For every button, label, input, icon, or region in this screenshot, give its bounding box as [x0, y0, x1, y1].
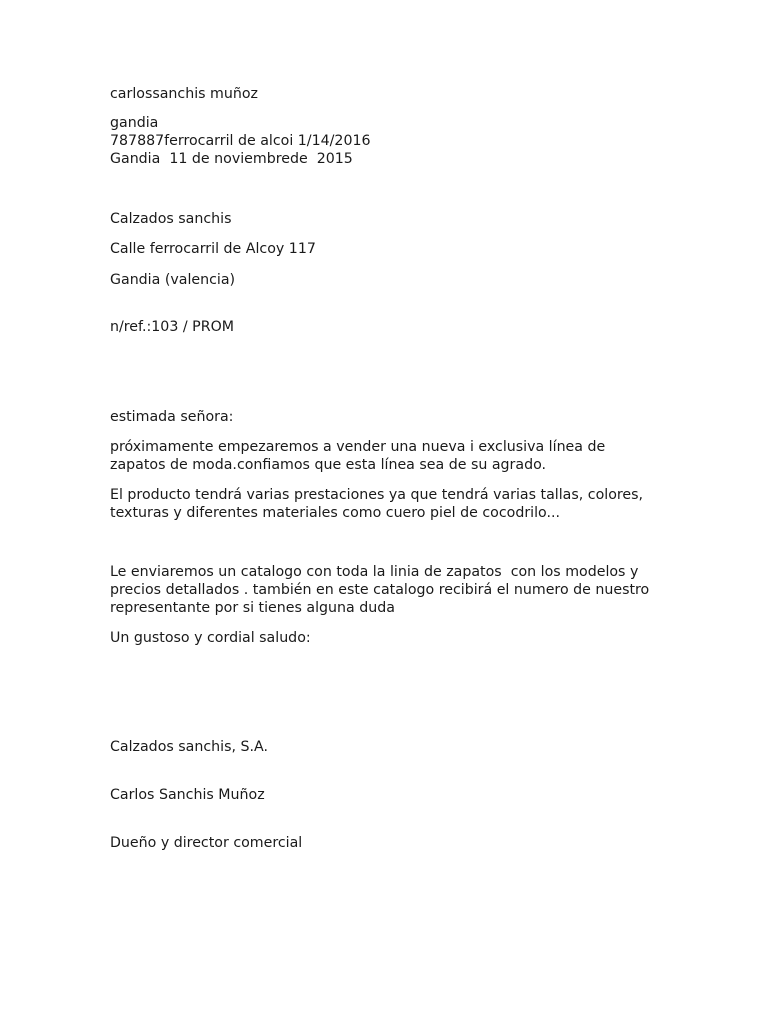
body-paragraph-2-line-2: texturas y diferentes materiales como cuero piel de cocodrilo... [110, 505, 561, 521]
body-paragraph-2-line-1: El producto tendrá varias prestaciones ya que tendrá varias tallas, colores, [110, 487, 644, 503]
sender-address: 787887ferrocarril de alcoi 1/14/2016 [110, 133, 371, 149]
recipient-city: Gandia (valencia) [110, 272, 236, 288]
place-date: Gandia 11 de noviembrede 2015 [110, 151, 353, 167]
body-paragraph-3-line-2: precios detallados . también en este catalogo recibirá el numero de nuestro [110, 582, 650, 598]
signature-name: Carlos Sanchis Muñoz [110, 787, 265, 803]
reference: n/ref.:103 / PROM [110, 319, 234, 335]
recipient-company: Calzados sanchis [110, 211, 232, 227]
signature-title: Dueño y director comercial [110, 835, 303, 851]
salutation: estimada señora: [110, 409, 234, 425]
closing: Un gustoso y cordial saludo: [110, 630, 311, 646]
body-paragraph-3-line-3: representante por si tienes alguna duda [110, 600, 395, 616]
body-paragraph-1-line-1: próximamente empezaremos a vender una nueva i exclusiva línea de [110, 439, 606, 455]
recipient-street: Calle ferrocarril de Alcoy 117 [110, 241, 316, 257]
body-paragraph-3-line-1: Le enviaremos un catalogo con toda la linia de zapatos con los modelos y [110, 564, 639, 580]
body-paragraph-1-line-2: zapatos de moda.confiamos que esta línea sea de su agrado. [110, 457, 547, 473]
signature-company: Calzados sanchis, S.A. [110, 739, 268, 755]
sender-city: gandia [110, 115, 159, 131]
sender-name: carlossanchis muñoz [110, 86, 258, 102]
